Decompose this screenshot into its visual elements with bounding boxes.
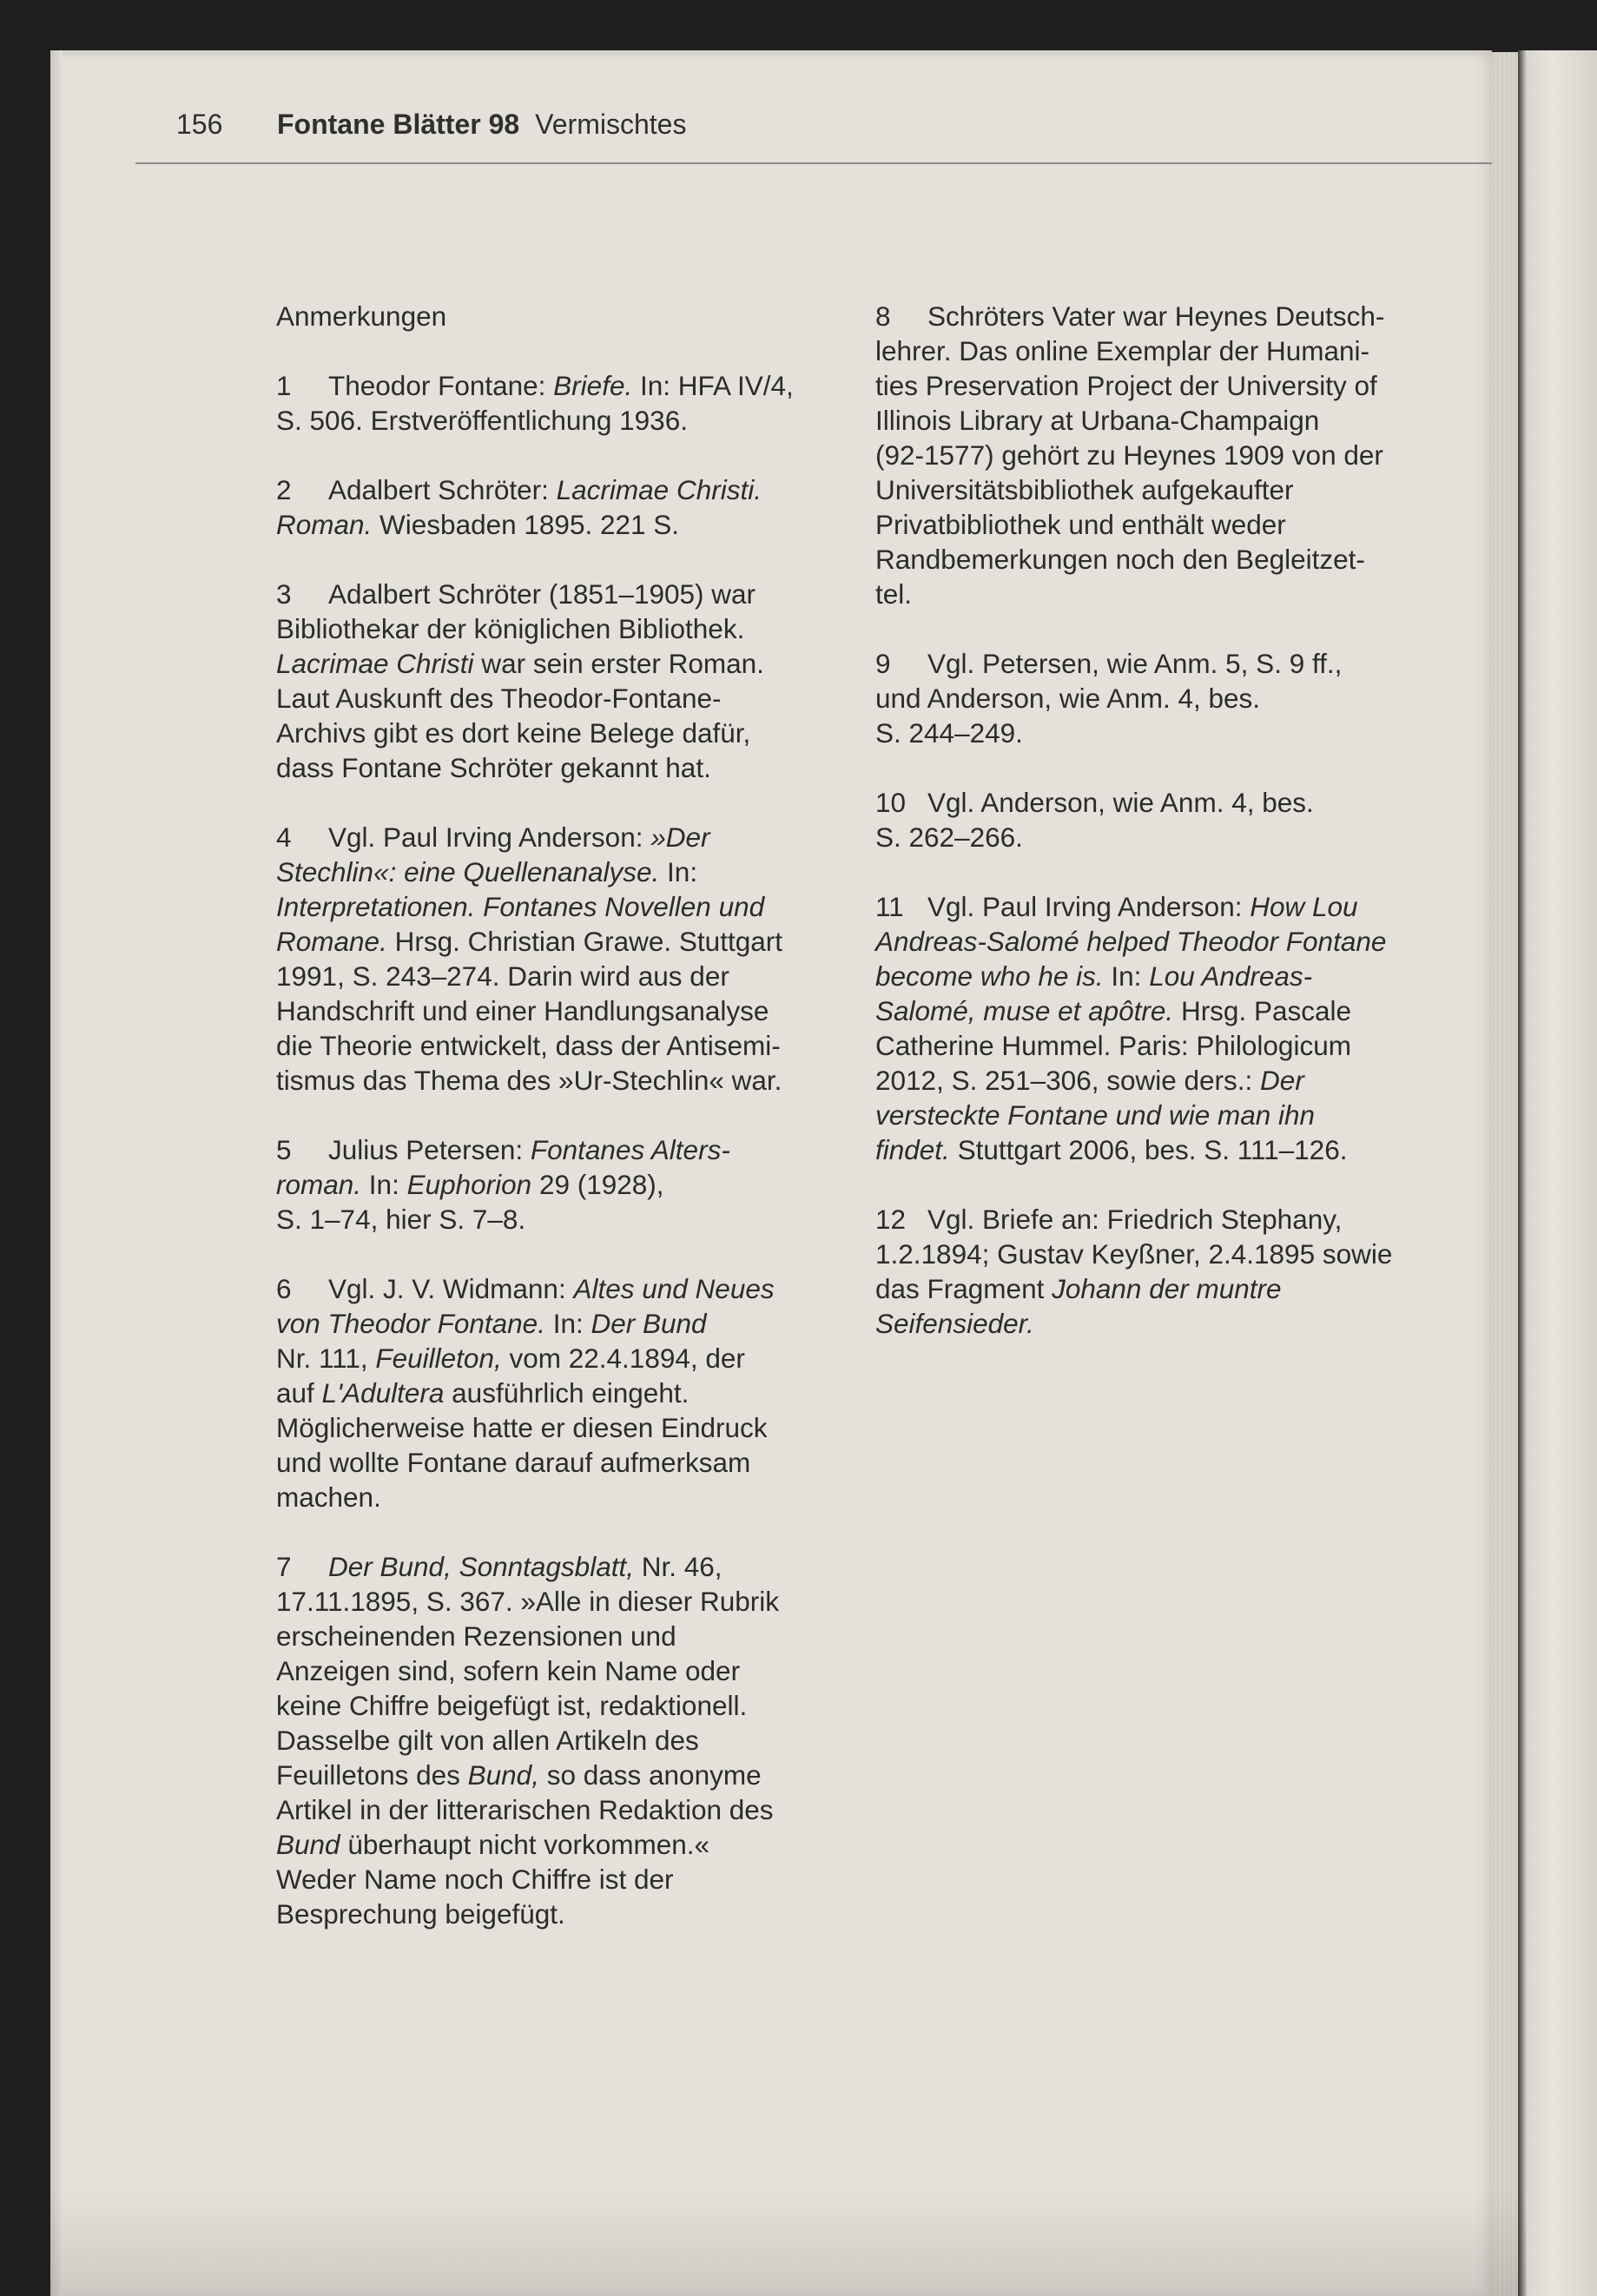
italic-text: How Lou <box>1250 891 1358 922</box>
footnote-2 <box>276 472 832 542</box>
footnote-number: 7 <box>276 1551 292 1582</box>
footnote-line <box>875 1237 1431 1271</box>
italic-text: »Der <box>650 821 710 853</box>
text-run: und Anderson, wie Anm. 4, bes. <box>875 683 1261 714</box>
footnote-line <box>875 1306 1431 1341</box>
italic-text: L'Adultera <box>321 1377 445 1409</box>
italic-text: Stechlin«: eine Quellenanalyse. <box>276 856 660 887</box>
italic-text: Johann der muntre <box>1052 1273 1282 1304</box>
footnote-number: 5 <box>276 1134 292 1165</box>
footnote-line <box>875 681 1431 716</box>
footnote-line <box>875 403 1431 438</box>
footnote-line <box>875 1098 1431 1132</box>
footnote-number: 11 <box>875 891 904 922</box>
text-run: Artikel in der litterarischen Redaktion des <box>276 1794 774 1825</box>
footnote-line <box>276 1758 832 1792</box>
italic-text: Seifensieder. <box>875 1308 1034 1339</box>
next-page-edge <box>1518 50 1597 2296</box>
footnote-line <box>276 959 832 993</box>
footnote-line <box>875 924 1431 959</box>
text-run: S. 244–249. <box>875 717 1023 749</box>
footnote-1 <box>276 368 832 438</box>
footnote-line <box>875 542 1431 577</box>
footnote-line <box>276 1549 832 1584</box>
footnote-line <box>875 716 1431 750</box>
text-run: das Fragment <box>875 1273 1053 1304</box>
footnote-line <box>875 993 1431 1028</box>
footnote-line <box>276 611 832 646</box>
text-run: lehrer. Das online Exemplar der Humani- <box>875 335 1369 366</box>
footnote-3 <box>276 577 832 785</box>
italic-text: Roman. <box>276 509 373 540</box>
italic-text: Altes und Neues <box>573 1273 775 1304</box>
text-run: In: <box>1103 960 1150 992</box>
footnote-line <box>276 1028 832 1063</box>
text-run: 1.2.1894; Gustav Keyßner, 2.4.1895 sowie <box>875 1238 1393 1270</box>
text-run: 1991, S. 243–274. Darin wird aus der <box>276 960 729 992</box>
notes-list-left <box>276 368 832 1931</box>
footnote-line <box>875 1202 1431 1237</box>
text-run: Illinois Library at Urbana-Champaign <box>875 405 1320 436</box>
italic-text: Lacrimae Christi. <box>556 474 762 505</box>
footnote-7 <box>276 1549 832 1931</box>
footnote-line <box>276 1167 832 1202</box>
text-run: Handschrift und einer Handlungsanalyse <box>276 995 769 1026</box>
italic-text: Andreas-Salomé helped Theodor Fontane <box>875 926 1387 957</box>
text-run: (92-1577) gehört zu Heynes 1909 von der <box>875 439 1383 471</box>
italic-text: Euphorion <box>406 1169 532 1200</box>
text-run: Bibliothekar der königlichen Bibliothek. <box>276 613 745 644</box>
notes-list-right <box>875 299 1431 1341</box>
text-run: ausführlich eingeht. <box>444 1377 690 1409</box>
text-run: In: <box>659 856 698 887</box>
footnote-line <box>276 716 832 750</box>
footnote-line <box>875 472 1431 507</box>
footnote-number: 2 <box>276 474 292 505</box>
footnote-line <box>276 1445 832 1480</box>
footnote-8 <box>875 299 1431 611</box>
footnote-line <box>875 889 1431 924</box>
text-run: die Theorie entwickelt, dass der Antisemi- <box>276 1030 781 1061</box>
text-run: dass Fontane Schröter gekannt hat. <box>276 752 711 783</box>
footnote-line <box>875 785 1431 820</box>
footnote-line <box>875 1132 1431 1167</box>
italic-text: become who he is. <box>875 960 1104 992</box>
footnote-number: 1 <box>276 370 292 401</box>
footnote-line <box>875 646 1431 681</box>
text-run: Nr. 46, <box>633 1551 723 1582</box>
italic-text: Der Bund, Sonntagsblatt, <box>328 1551 634 1582</box>
footnote-line <box>276 1376 832 1410</box>
footnote-4 <box>276 820 832 1098</box>
text-run: ties Preservation Project der University of <box>875 370 1377 401</box>
italic-text: Bund <box>276 1829 340 1860</box>
text-run: Besprechung beigefügt. <box>276 1898 565 1930</box>
text-run: vom 22.4.1894, der <box>501 1343 745 1374</box>
text-run: Privatbibliothek und enthält weder <box>875 509 1286 540</box>
text-run: Dasselbe gilt von allen Artikeln des <box>276 1725 699 1756</box>
italic-text: roman. <box>276 1169 362 1200</box>
italic-text: Bund, <box>467 1759 539 1791</box>
footnote-line <box>276 1410 832 1445</box>
footnote-number: 6 <box>276 1273 292 1304</box>
text-run: Laut Auskunft des Theodor-Fontane- <box>276 683 722 714</box>
italic-text: versteckte Fontane und wie man ihn <box>875 1099 1316 1131</box>
footnote-line <box>276 646 832 681</box>
notes-heading: Anmerkungen <box>276 300 447 332</box>
text-run: Hrsg. Pascale <box>1173 995 1352 1026</box>
page-bottom-shade <box>50 2188 1527 2296</box>
italic-text: Lou Andreas- <box>1149 960 1313 992</box>
text-run: Stuttgart 2006, bes. S. 111–126. <box>949 1134 1348 1165</box>
footnote-line <box>276 1862 832 1897</box>
footnote-line <box>276 820 832 854</box>
text-run: S. 506. Erstveröffentlichung 1936. <box>276 405 688 436</box>
footnote-line <box>276 1792 832 1827</box>
footnote-line <box>276 1827 832 1862</box>
footnote-line <box>875 577 1431 611</box>
italic-text: Feuilleton, <box>375 1343 502 1374</box>
footnote-line <box>276 1271 832 1306</box>
footnote-line <box>276 1619 832 1653</box>
text-run: Wiesbaden 1895. 221 S. <box>372 509 680 540</box>
text-run: Hrsg. Christian Grawe. Stuttgart <box>386 926 782 957</box>
notes-column-left <box>276 299 832 1966</box>
footnote-5 <box>276 1132 832 1237</box>
text-run: Julius Petersen: <box>328 1134 531 1165</box>
text-run: war sein erster Roman. <box>473 648 764 679</box>
footnote-line <box>276 368 832 403</box>
text-run: Vgl. Briefe an: Friedrich Stephany, <box>927 1204 1343 1235</box>
footnote-line <box>875 333 1431 368</box>
text-run: Randbemerkungen noch den Begleitzet- <box>875 544 1365 575</box>
text-run: Vgl. Petersen, wie Anm. 5, S. 9 ff., <box>927 648 1343 679</box>
italic-text: Der <box>1260 1065 1304 1096</box>
text-run: In: <box>361 1169 407 1200</box>
footnote-line <box>276 1341 832 1376</box>
text-run: Schröters Vater war Heynes Deutsch- <box>927 300 1385 332</box>
footnote-line <box>276 1653 832 1688</box>
footnote-10 <box>875 785 1431 854</box>
footnote-line <box>875 959 1431 993</box>
text-run: Theodor Fontane: <box>328 370 554 401</box>
footnote-line <box>276 472 832 507</box>
text-run: tel. <box>875 578 913 610</box>
text-run: tismus das Thema des »Ur-Stechlin« war. <box>276 1065 782 1096</box>
italic-text: Interpretationen. Fontanes Novellen und <box>276 891 765 922</box>
footnote-line <box>875 368 1431 403</box>
footnote-line <box>276 1584 832 1619</box>
section-title: Vermischtes <box>535 109 687 140</box>
footnote-line <box>276 681 832 716</box>
text-run: 2012, S. 251–306, sowie ders.: <box>875 1065 1261 1096</box>
footnote-line <box>875 299 1431 333</box>
footnote-line <box>875 507 1431 542</box>
footnote-line <box>276 1202 832 1237</box>
italic-text: Romane. <box>276 926 387 957</box>
footnote-line <box>276 507 832 542</box>
italic-text: Salomé, muse et apôtre. <box>875 995 1174 1026</box>
footnote-line <box>276 889 832 924</box>
footnote-line <box>276 577 832 611</box>
text-run: erscheinenden Rezensionen und <box>276 1620 676 1652</box>
text-run: Adalbert Schröter (1851–1905) war <box>328 578 756 610</box>
journal-title: Fontane Blätter 98 <box>277 109 520 140</box>
footnote-number: 10 <box>875 787 907 818</box>
text-run: Vgl. Anderson, wie Anm. 4, bes. <box>927 787 1314 818</box>
text-run: S. 262–266. <box>875 821 1023 853</box>
footnote-12 <box>875 1202 1431 1341</box>
text-run: überhaupt nicht vorkommen.« <box>340 1829 710 1860</box>
footnote-line <box>875 1271 1431 1306</box>
footnote-line <box>276 1723 832 1758</box>
italic-text: Der Bund <box>591 1308 707 1339</box>
text-run: Nr. 111, <box>276 1343 376 1374</box>
page-gutter-shade <box>50 50 63 2296</box>
footnote-number: 8 <box>875 300 891 332</box>
header-rule <box>135 162 1492 164</box>
text-run: S. 1–74, hier S. 7–8. <box>276 1204 526 1235</box>
text-run: In: HFA IV/4, <box>632 370 794 401</box>
footnote-line <box>276 924 832 959</box>
text-run: Archivs gibt es dort keine Belege dafür, <box>276 717 751 749</box>
italic-text: Fontanes Alters- <box>530 1134 730 1165</box>
text-run: Vgl. Paul Irving Anderson: <box>927 891 1251 922</box>
notes-column-right <box>875 299 1431 1376</box>
footnote-11 <box>875 889 1431 1167</box>
text-run: Catherine Hummel. Paris: Philologicum <box>875 1030 1351 1061</box>
footnote-line <box>276 1688 832 1723</box>
text-run: Anzeigen sind, sofern kein Name oder <box>276 1655 741 1686</box>
footnote-line <box>276 854 832 889</box>
text-run: 17.11.1895, S. 367. »Alle in dieser Rubrik <box>276 1586 780 1617</box>
text-run: In: <box>544 1308 591 1339</box>
text-run: Weder Name noch Chiffre ist der <box>276 1864 674 1895</box>
page-number: 156 <box>176 109 223 140</box>
text-run: 29 (1928), <box>531 1169 664 1200</box>
text-run: Vgl. Paul Irving Anderson: <box>328 821 651 853</box>
italic-text: Briefe. <box>553 370 633 401</box>
italic-text: findet. <box>875 1134 950 1165</box>
running-head <box>176 107 686 142</box>
footnote-line <box>276 993 832 1028</box>
footnote-line <box>276 1480 832 1514</box>
text-run: so dass anonyme <box>538 1759 762 1791</box>
footnote-line <box>276 1897 832 1931</box>
footnote-line <box>276 1306 832 1341</box>
footnote-line <box>276 1063 832 1098</box>
footnote-line <box>875 820 1431 854</box>
footnote-number: 9 <box>875 648 891 679</box>
text-run: Universitätsbibliothek aufgekaufter <box>875 474 1294 505</box>
italic-text: Lacrimae Christi <box>276 648 474 679</box>
footnote-line <box>276 403 832 438</box>
text-run: keine Chiffre beigefügt ist, redaktionell. <box>276 1690 748 1721</box>
footnote-line <box>875 1028 1431 1063</box>
footnote-6 <box>276 1271 832 1514</box>
text-run: Feuilletons des <box>276 1759 468 1791</box>
text-run: Adalbert Schröter: <box>328 474 557 505</box>
text-run: Möglicherweise hatte er diesen Eindruck <box>276 1412 768 1443</box>
footnote-line <box>875 1063 1431 1098</box>
text-run: und wollte Fontane darauf aufmerksam <box>276 1447 751 1478</box>
footnote-9 <box>875 646 1431 750</box>
footnote-line <box>276 750 832 785</box>
text-run: Vgl. J. V. Widmann: <box>328 1273 574 1304</box>
footnote-number: 3 <box>276 578 292 610</box>
footnote-line <box>276 1132 832 1167</box>
footnote-number: 4 <box>276 821 292 853</box>
footnote-number: 12 <box>875 1204 907 1235</box>
text-run: machen. <box>276 1481 381 1513</box>
text-run: auf <box>276 1377 322 1409</box>
footnote-line <box>875 438 1431 472</box>
italic-text: von Theodor Fontane. <box>276 1308 545 1339</box>
